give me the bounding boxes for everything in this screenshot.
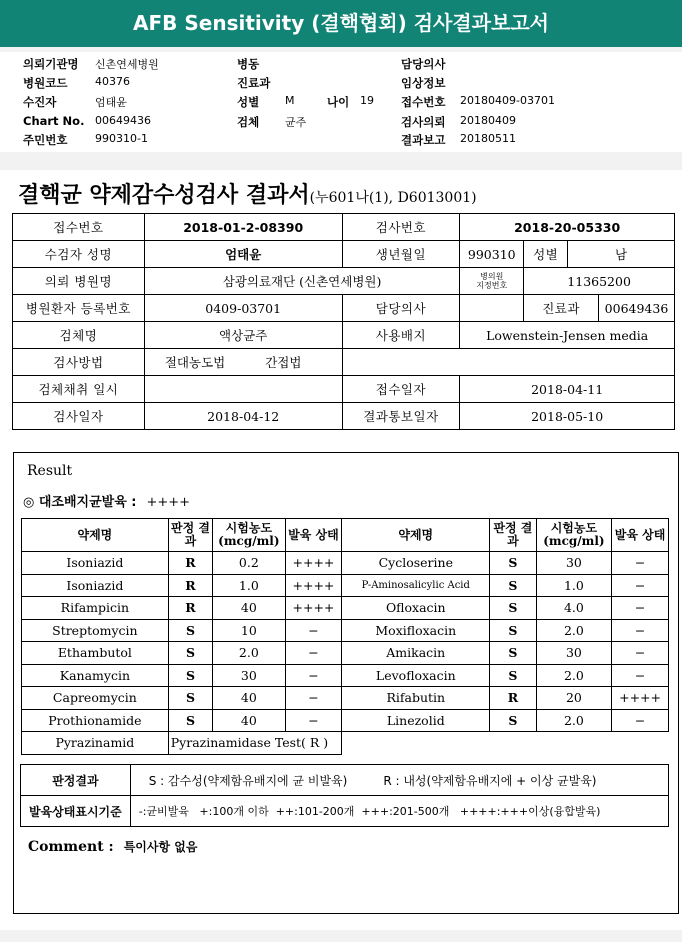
cell-conc: 30 — [536, 552, 611, 575]
growth-legend-label: 발육상태표시기준 — [21, 796, 131, 827]
cell-growth: − — [285, 642, 342, 665]
cell-judge: S — [168, 642, 212, 665]
table-row — [22, 732, 669, 755]
cell-judge: S — [490, 664, 537, 687]
org-label: 의뢰기관명 — [23, 57, 79, 71]
judge-legend-label: 판정결과 — [21, 765, 131, 796]
cell-drug: Rifabutin — [342, 687, 490, 710]
medium-label: 사용배지 — [342, 322, 460, 349]
method-empty — [342, 349, 674, 376]
comment-label: Comment : — [28, 839, 114, 855]
patient-info-table — [12, 213, 675, 430]
dept-label: 진료과 — [237, 76, 271, 90]
cell-judge: S — [168, 664, 212, 687]
code-label: 병원코드 — [23, 76, 68, 90]
patient-label: 수진자 — [23, 95, 57, 109]
cell-drug: Pyrazinamid — [22, 732, 169, 755]
col-judge: 판정 결과 — [490, 519, 537, 552]
sensitivity-table — [21, 518, 669, 755]
cell-drug: Rifampicin — [22, 597, 169, 620]
table-row — [22, 619, 669, 642]
cell-growth: − — [612, 619, 669, 642]
cell-conc: 40 — [213, 687, 285, 710]
hosp-no-label — [460, 268, 524, 295]
document-title-text: 결핵균 약제감수성검사 결과서 — [18, 182, 310, 208]
receipt-no-value: 2018-01-2-08390 — [144, 214, 342, 241]
cell-judge: R — [168, 552, 212, 575]
document-title — [18, 178, 477, 209]
judge-legend-text — [130, 765, 668, 796]
cell-drug: Kanamycin — [22, 664, 169, 687]
cell-conc: 30 — [213, 664, 285, 687]
cell-drug: Prothionamide — [22, 709, 169, 732]
notice-label: 결과통보일자 — [342, 403, 460, 430]
cell-drug: Isoniazid — [22, 574, 169, 597]
table-row — [22, 664, 669, 687]
control-growth — [23, 491, 190, 510]
sex-cell-value: 남 — [568, 241, 675, 268]
cell-judge: S — [490, 709, 537, 732]
test-no-value: 2018-20-05330 — [460, 214, 675, 241]
result-label: Result — [27, 463, 73, 479]
cell-drug: Amikacin — [342, 642, 490, 665]
report-title: AFB Sensitivity (결핵협회) 검사결과보고서 — [0, 0, 682, 47]
cell-growth: ++++ — [612, 687, 669, 710]
cell-judge: R — [168, 597, 212, 620]
cell-judge: S — [490, 552, 537, 575]
cell-drug: Levofloxacin — [342, 664, 490, 687]
test-date-value: 2018-04-12 — [144, 403, 342, 430]
name-label: 수검자 성명 — [13, 241, 145, 268]
cell-growth: − — [612, 574, 669, 597]
cell-growth: − — [285, 709, 342, 732]
code-value: 40376 — [95, 75, 130, 88]
clinical-label: 임상정보 — [401, 76, 446, 90]
control-growth-label: ◎ 대조배지균발육 : — [23, 495, 137, 510]
cell-judge: S — [490, 642, 537, 665]
cell-drug: Capreomycin — [22, 687, 169, 710]
ward-label: 병동 — [237, 57, 260, 71]
cell-judge: S — [490, 574, 537, 597]
dept-cell-label: 진료과 — [524, 295, 599, 322]
cell-drug: Ofloxacin — [342, 597, 490, 620]
hosp-no-label-line2: 지정번호 — [476, 281, 508, 290]
rrn-value: 990310-1 — [95, 132, 148, 145]
hosp-no-label-line1: 병의원 — [480, 272, 504, 281]
sex-cell-label: 성별 — [524, 241, 568, 268]
specimen-name-label: 검체명 — [13, 322, 145, 349]
request-label: 검사의뢰 — [401, 115, 446, 129]
cell-judge: S — [168, 709, 212, 732]
doctor-label: 담당의사 — [401, 57, 446, 71]
col-growth: 발육 상태 — [612, 519, 669, 552]
empty-cell — [342, 732, 669, 755]
cell-conc: 40 — [213, 597, 285, 620]
sex-value: M — [285, 94, 295, 107]
table-row — [22, 709, 669, 732]
method-indirect: 간접법 — [265, 355, 302, 370]
sex-label: 성별 — [237, 95, 260, 109]
cell-judge: S — [490, 597, 537, 620]
cell-drug: Linezolid — [342, 709, 490, 732]
cell-growth: − — [612, 642, 669, 665]
control-growth-value: ++++ — [146, 495, 191, 510]
growth-legend-text: -:균비발육 +:100개 이하 ++:101-200개 +++:201-500개 ++++:+++이상(융합발육) — [130, 796, 668, 827]
hosp-no-value: 11365200 — [524, 268, 675, 295]
rrn-label: 주민번호 — [23, 133, 68, 147]
report-label: 결과보고 — [401, 133, 446, 147]
document-subtitle: (누601나(1), D6013001) — [309, 190, 477, 206]
cell-growth: − — [612, 664, 669, 687]
doctor-cell-label: 담당의사 — [342, 295, 460, 322]
cell-growth: ++++ — [285, 597, 342, 620]
method-value — [144, 349, 342, 376]
col-drug: 약제명 — [342, 519, 490, 552]
col-growth: 발육 상태 — [285, 519, 342, 552]
specimen-label: 검체 — [237, 115, 260, 129]
cell-conc: 2.0 — [536, 709, 611, 732]
cell-drug: Cycloserine — [342, 552, 490, 575]
doctor-cell-value — [460, 295, 524, 322]
receipt-no-label: 접수번호 — [13, 214, 145, 241]
receipt-label: 접수번호 — [401, 95, 446, 109]
test-no-label: 검사번호 — [342, 214, 460, 241]
age-label: 나이 — [327, 95, 350, 109]
cell-growth: − — [285, 664, 342, 687]
specimen-name-value: 액상균주 — [144, 322, 342, 349]
cell-judge: S — [168, 687, 212, 710]
cell-growth: − — [612, 709, 669, 732]
cell-drug: Moxifloxacin — [342, 619, 490, 642]
method-label: 검사방법 — [13, 349, 145, 376]
org-value: 신촌연세병원 — [95, 58, 159, 71]
comment-value: 특이사항 없음 — [123, 840, 198, 854]
request-value: 20180409 — [460, 114, 516, 127]
cell-judge: R — [490, 687, 537, 710]
cell-growth: ++++ — [285, 574, 342, 597]
table-row — [22, 597, 669, 620]
comment — [28, 838, 197, 855]
name-value: 엄태윤 — [144, 241, 342, 268]
legend-table — [20, 764, 669, 827]
cell-drug: Isoniazid — [22, 552, 169, 575]
cell-drug: Ethambutol — [22, 642, 169, 665]
method-absolute: 절대농도법 — [164, 355, 226, 370]
judge-legend-s: S : 감수성(약제함유배지에 균 비발육) — [148, 773, 348, 788]
dob-value: 990310 — [460, 241, 524, 268]
cell-conc: 40 — [213, 709, 285, 732]
cell-drug: P-Aminosalicylic Acid — [342, 574, 490, 597]
patient-value: 엄태윤 — [95, 96, 127, 109]
cell-conc: 20 — [536, 687, 611, 710]
test-date-label: 검사일자 — [13, 403, 145, 430]
report-value: 20180511 — [460, 132, 516, 145]
cell-conc: 1.0 — [536, 574, 611, 597]
received-label: 접수일자 — [342, 376, 460, 403]
col-judge: 판정 결과 — [168, 519, 212, 552]
receipt-value: 20180409-03701 — [460, 94, 555, 107]
cell-growth: ++++ — [285, 552, 342, 575]
table-row — [22, 642, 669, 665]
cell-conc: 10 — [213, 619, 285, 642]
cell-growth: − — [612, 552, 669, 575]
sensitivity-rows — [22, 552, 669, 755]
age-value: 19 — [360, 94, 374, 107]
cell-judge: S — [168, 619, 212, 642]
received-value: 2018-04-11 — [460, 376, 675, 403]
cell-conc: 0.2 — [213, 552, 285, 575]
cell-conc: 2.0 — [536, 619, 611, 642]
col-conc: 시험농도 (mcg/ml) — [536, 519, 611, 552]
reg-no-label: 병원환자 등록번호 — [13, 295, 145, 322]
cell-drug: Streptomycin — [22, 619, 169, 642]
dept-cell-value: 00649436 — [598, 295, 674, 322]
cell-growth: − — [612, 597, 669, 620]
table-row — [22, 574, 669, 597]
medium-value: Lowenstein-Jensen media — [460, 322, 675, 349]
chart-value: 00649436 — [95, 114, 151, 127]
cell-conc: 2.0 — [536, 664, 611, 687]
cell-conc: 2.0 — [213, 642, 285, 665]
specimen-value: 균주 — [285, 116, 307, 129]
hospital-label: 의뢰 병원명 — [13, 268, 145, 295]
cell-conc: 4.0 — [536, 597, 611, 620]
collect-value — [144, 376, 342, 403]
col-drug: 약제명 — [22, 519, 169, 552]
judge-legend-r: R : 내성(약제함유배지에 + 이상 균발육) — [383, 773, 597, 788]
cell-conc: 30 — [536, 642, 611, 665]
cell-judge: R — [168, 574, 212, 597]
col-conc: 시험농도 (mcg/ml) — [213, 519, 285, 552]
cell-growth: − — [285, 619, 342, 642]
cell-conc: 1.0 — [213, 574, 285, 597]
table-row — [22, 687, 669, 710]
notice-value: 2018-05-10 — [460, 403, 675, 430]
collect-label: 검체채취 일시 — [13, 376, 145, 403]
chart-label: Chart No. — [23, 114, 85, 128]
table-row — [22, 552, 669, 575]
dob-label: 생년월일 — [342, 241, 460, 268]
hospital-value: 삼광의료재단 (신촌연세병원) — [144, 268, 459, 295]
pza-test-result: Pyrazinamidase Test( R ) — [168, 732, 342, 755]
cell-growth: − — [285, 687, 342, 710]
cell-judge: S — [490, 619, 537, 642]
reg-no-value: 0409-03701 — [144, 295, 342, 322]
